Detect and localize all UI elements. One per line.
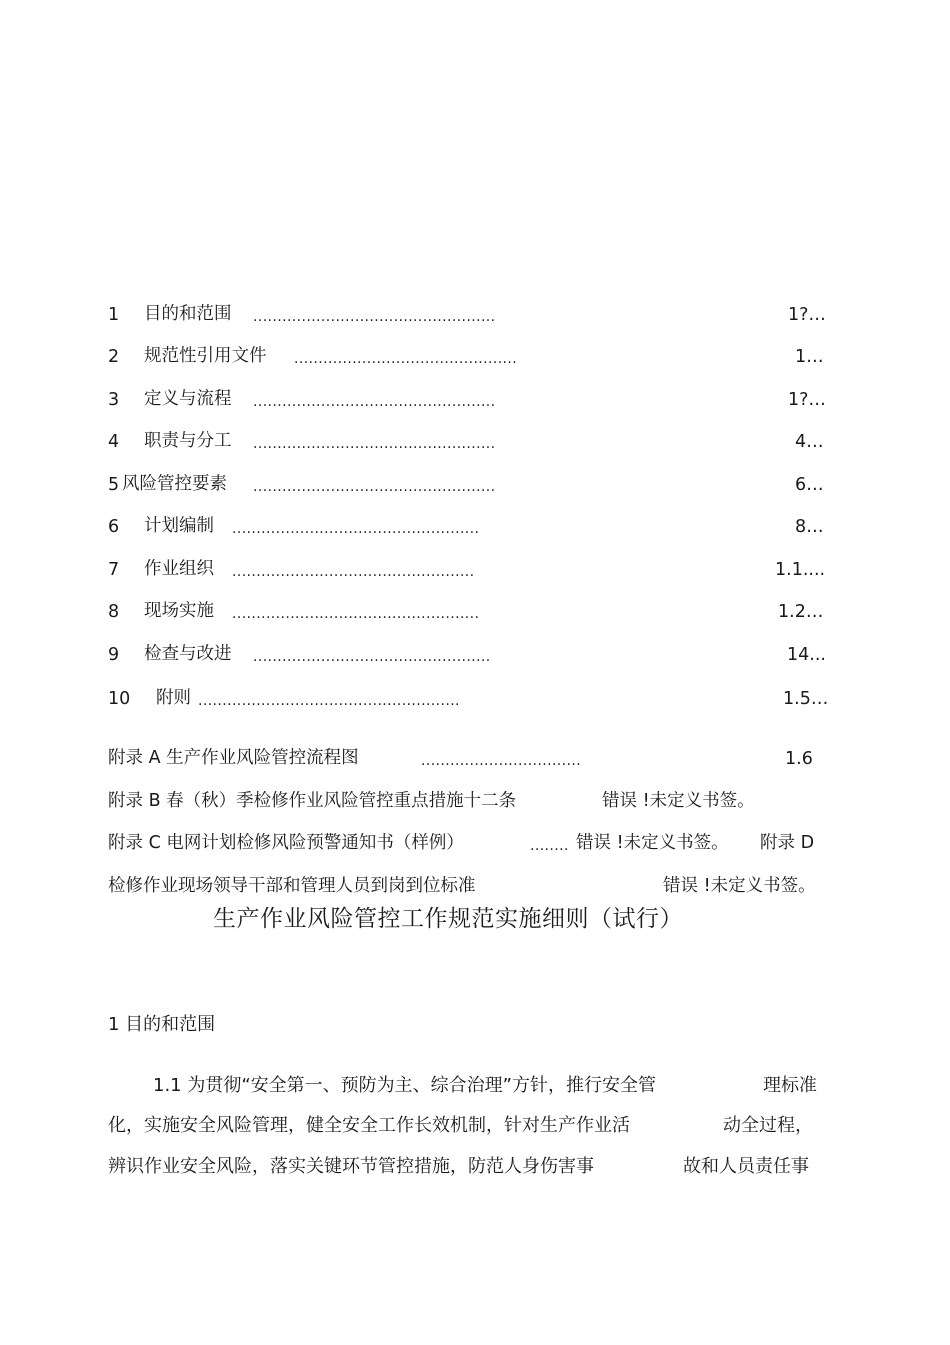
toc-leader-dots: ................................................... [232,521,480,537]
appendix-d-title[interactable]: 检修作业现场领导干部和管理人员到岗到位标准 [108,876,476,896]
toc-entry-title[interactable]: 现场实施 [144,601,214,621]
toc-entry-page: 1?… [788,305,826,325]
toc-leader-dots: ................................................. [253,649,491,665]
toc-entry-number: 5 [108,475,120,495]
appendix-c-title[interactable]: 附录 C 电网计划检修风险预警通知书（样例） [108,833,464,853]
toc-entry-page: 8… [795,517,824,537]
toc-entry-number: 6 [108,517,120,537]
appendix-d-label[interactable]: 附录 D [760,833,815,853]
toc-entry-title[interactable]: 风险管控要素 [122,474,227,494]
appendix-a-page: 1.6 [785,749,813,769]
toc-entry-number: 10 [108,689,131,709]
toc-entry-title[interactable]: 检查与改进 [144,644,232,664]
paragraph-line: 辨识作业安全风险，落实关键环节管控措施，防范人身伤害事 [108,1156,594,1177]
toc-entry-number: 3 [108,390,120,410]
paragraph-line: 化，实施安全风险管理，健全安全工作长效机制，针对生产作业活 [108,1115,630,1136]
paragraph-line-tail: 动全过程， [723,1115,813,1136]
toc-entry-number: 7 [108,560,120,580]
toc-entry-page: 14... [787,645,826,665]
appendix-b-title[interactable]: 附录 B 春（秋）季检修作业风险管控重点措施十二条 [108,791,517,811]
toc-entry-page: 1.1.... [775,560,826,580]
toc-entry-title[interactable]: 计划编制 [144,516,214,536]
toc-entry-number: 1 [108,305,120,325]
paragraph-line-tail: 故和人员责任事 [683,1156,809,1177]
toc-entry-number: 8 [108,602,120,622]
document-title: 生产作业风险管控工作规范实施细则（试行） [213,906,683,932]
toc-entry-page: 1?… [788,390,826,410]
toc-leader-dots: ........ [530,838,569,854]
paragraph-line-tail: 理标准 [763,1075,817,1096]
toc-entry-number: 9 [108,645,120,665]
toc-leader-dots: .............................................. [294,351,518,367]
toc-entry-title[interactable]: 职责与分工 [144,431,232,451]
toc-entry-title[interactable]: 规范性引用文件 [144,346,267,366]
toc-entry-title[interactable]: 定义与流程 [144,389,232,409]
toc-leader-dots: ................................................... [232,606,480,622]
toc-entry-title[interactable]: 目的和范围 [144,304,232,324]
toc-leader-dots: .................................................. [253,479,496,495]
toc-entry-page: 1.2… [778,602,824,622]
appendix-c-page: 错误 !未定义书签。 [576,833,729,853]
toc-entry-number: 4 [108,432,120,452]
section-heading: 1 目的和范围 [108,1014,216,1035]
appendix-d-page: 错误 !未定义书签。 [663,876,816,896]
toc-leader-dots: ...................................................... [198,693,460,709]
paragraph-line: 1.1 为贯彻“安全第一、预防为主、综合治理”方针，推行安全管 [153,1075,656,1096]
toc-leader-dots: .................................................. [253,309,496,325]
toc-leader-dots: .................................................. [253,394,496,410]
toc-entry-title[interactable]: 作业组织 [144,559,214,579]
appendix-a-title[interactable]: 附录 A 生产作业风险管控流程图 [108,748,359,768]
toc-entry-number: 2 [108,347,120,367]
appendix-b-page: 错误 !未定义书签。 [602,791,755,811]
toc-entry-page: 6… [795,475,824,495]
toc-leader-dots: .................................................. [232,564,475,580]
toc-leader-dots: ................................. [421,753,582,769]
toc-entry-page: 4… [795,432,824,452]
toc-leader-dots: .................................................. [253,436,496,452]
toc-entry-title[interactable]: 附则 [156,688,191,708]
toc-entry-page: 1… [795,347,824,367]
toc-entry-page: 1.5… [783,689,829,709]
